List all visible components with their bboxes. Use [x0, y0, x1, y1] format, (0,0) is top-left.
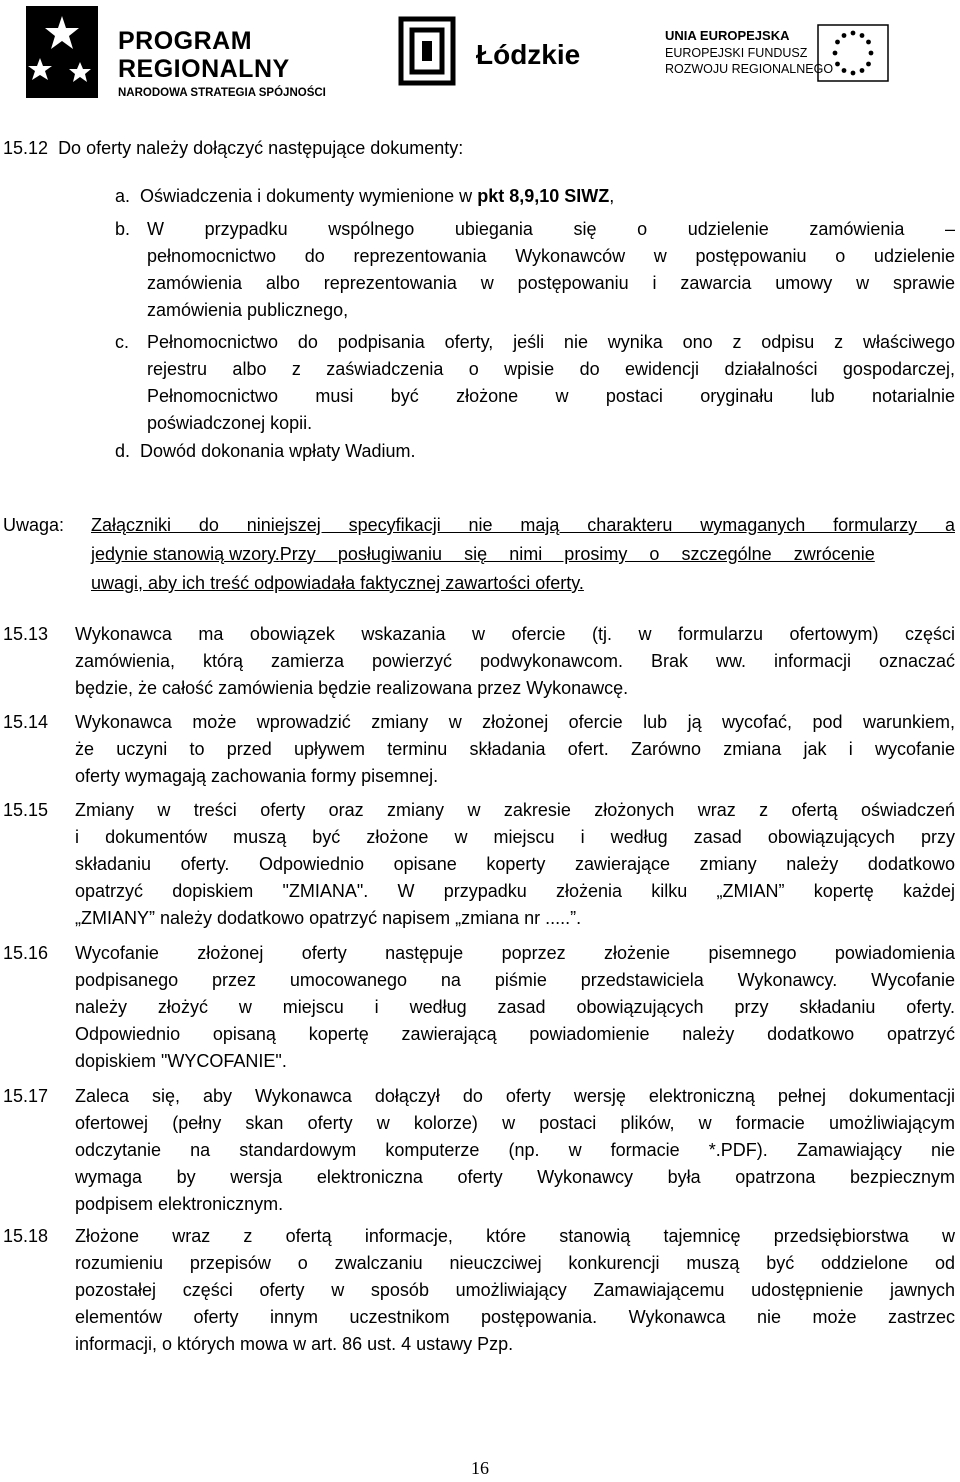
eu-logo-line1: UNIA EUROPEJSKA [665, 28, 790, 43]
section-15-12-heading [3, 135, 463, 162]
program-logo-line3: NARODOWA STRATEGIA SPÓJNOŚCI [118, 87, 326, 99]
section-line: Zaleca się, aby Wykonawca dołączył do oferty wersję elektroniczną pełnej dokumentacji [75, 1086, 955, 1106]
section-number: 15.18 [3, 1226, 49, 1246]
list-item-c-line: Pełnomocnictwo musi być złożone w postaci oryginału lub notarialnie [147, 386, 955, 406]
section-line: informacji, o których mowa w art. 86 ust. 4 ustawy Pzp. [75, 1334, 514, 1354]
section-line: ofertowej (pełny skan oferty w kolorze) w postaci plików, w formacie umożliwiającym [75, 1113, 955, 1133]
section-line: Złożone wraz z ofertą informacje, które stanowią tajemnicę przedsiębiorstwa w [75, 1226, 955, 1246]
list-item-b-line: W przypadku wspólnego ubiegania się o udzielenie zamówienia – [147, 219, 955, 239]
note-line: Załączniki do niniejszej specyfikacji nie mają charakteru wymaganych formularzy a [91, 515, 955, 535]
program-logo-line1: PROGRAM [118, 27, 253, 55]
section-number: 15.14 [3, 712, 49, 732]
lodzkie-logo-text: Łódzkie [476, 39, 581, 70]
list-item-c-line: rejestru albo z zaświadczenia o wpisie do ewidencji działalności gospodarczej, [147, 359, 955, 379]
section-line: odczytanie na standardowym komputerze (np. w formacie *.PDF). Zamawiający nie [75, 1140, 955, 1160]
list-item-d: d. Dowód dokonania wpłaty Wadium. [115, 441, 416, 461]
header-logos [0, 0, 960, 110]
lodzkie-emblem-icon [398, 16, 456, 86]
list-item-c-line: Pełnomocnictwo do podpisania oferty, jeśli nie wynika ono z odpisu z właściwego [147, 332, 955, 352]
list-item-c-line: poświadczonej kopii. [147, 413, 313, 433]
section-number: 15.17 [3, 1086, 49, 1106]
list-item-b-line: zamówienia publicznego, [147, 300, 349, 320]
note-line: uwagi, aby ich treść odpowiadała faktycznej zawartości oferty. [91, 573, 584, 593]
section-line: pozostałej części oferty w sposób umożliwiający Zamawiającemu udostępnienie jawnych [75, 1280, 955, 1300]
section-line: Zmiany w treści oferty oraz zmiany w zakresie złożonych wraz z ofertą oświadczeń [75, 800, 955, 820]
eu-logo-line3: ROZWOJU REGIONALNEGO [665, 62, 834, 76]
section-title: Do oferty należy dołączyć następujące dokumenty: [58, 138, 464, 158]
section-number: 15.16 [3, 943, 49, 963]
section-line: będzie, że całość zamówienia będzie realizowana przez Wykonawcę. [75, 678, 629, 698]
list-item-b-label: b. [115, 219, 131, 239]
section-line: podpisem elektronicznym. [75, 1194, 284, 1214]
list-item-c-label: c. [115, 332, 130, 352]
program-regionalny-logo [22, 2, 362, 102]
section-line: Wycofanie złożonej oferty następuje poprzez złożenie pisemnego powiadomienia [75, 943, 955, 963]
note-line: jedynie stanowią wzory.Przy posługiwaniu się nimi prosimy o szczególne zwrócenie [91, 544, 875, 564]
lodzkie-logo [398, 16, 598, 86]
program-regionalny-emblem-icon [22, 2, 102, 102]
section-line: zamówienia, którą zamierza powierzyć podwykonawcom. Brak ww. informacji oznaczać [75, 651, 955, 671]
section-line: dopiskiem "WYCOFANIE". [75, 1051, 287, 1071]
list-item-a: a. Oświadczenia i dokumenty wymienione w pkt 8,9,10 SIWZ, [115, 186, 615, 206]
section-line: składaniu oferty. Odpowiednio opisane koperty zawierające zmiany należy dodatkowo [75, 854, 955, 874]
page-number: 16 [471, 1458, 489, 1478]
section-line: Wykonawca ma obowiązek wskazania w ofercie (tj. w formularzu ofertowym) części [75, 624, 955, 644]
section-number: 15.12 [3, 138, 49, 158]
eu-logo-line2: EUROPEJSKI FUNDUSZ [665, 46, 808, 60]
section-line: opatrzyć dopiskiem "ZMIANA". W przypadku złożenia kilku „ZMIAN” kopertę każdej [75, 881, 955, 901]
section-line: wymaga by wersja elektroniczna oferty Wykonawcy była opatrzona bezpiecznym [75, 1167, 955, 1187]
note-label: Uwaga: [3, 515, 65, 535]
section-line: oferty wymagają zachowania formy pisemnej. [75, 766, 439, 786]
eu-logo [665, 24, 935, 84]
section-number: 15.13 [3, 624, 49, 644]
section-line: Odpowiednio opisaną kopertę zawierającą powiadomienie należy dodatkowo opatrzyć [75, 1024, 955, 1044]
list-item-b-line: pełnomocnictwo do reprezentowania Wykonawców w postępowaniu o udzielenie [147, 246, 955, 266]
section-line: i dokumentów muszą być złożone w miejscu i według zasad obowiązujących przy [75, 827, 955, 847]
section-line: należy złożyć w miejscu i według zasad obowiązujących przy składaniu oferty. [75, 997, 955, 1017]
list-item-b-line: zamówienia albo reprezentowania w postępowaniu i zawarcia umowy w sprawie [147, 273, 955, 293]
section-line: że uczyni to przed upływem terminu składania ofert. Zarówno zmiana jak i wycofanie [75, 739, 955, 759]
program-logo-line2: REGIONALNY [118, 55, 290, 83]
section-line: elementów oferty innym uczestnikom postępowania. Wykonawca nie może zastrzec [75, 1307, 955, 1327]
section-line: Wykonawca może wprowadzić zmiany w złożonej ofercie lub ją wycofać, pod warunkiem, [75, 712, 955, 732]
section-number: 15.15 [3, 800, 49, 820]
eu-flag-icon [817, 24, 889, 82]
section-line: podpisanego przez umocowanego na piśmie przedstawiciela Wykonawcy. Wycofanie [75, 970, 955, 990]
section-line: rozumieniu przepisów o zwalczaniu nieuczciwej konkurencji muszą być oddzielone od [75, 1253, 955, 1273]
section-line: „ZMIANY” należy dodatkowo opatrzyć napisem „zmiana nr .....”. [75, 908, 582, 928]
